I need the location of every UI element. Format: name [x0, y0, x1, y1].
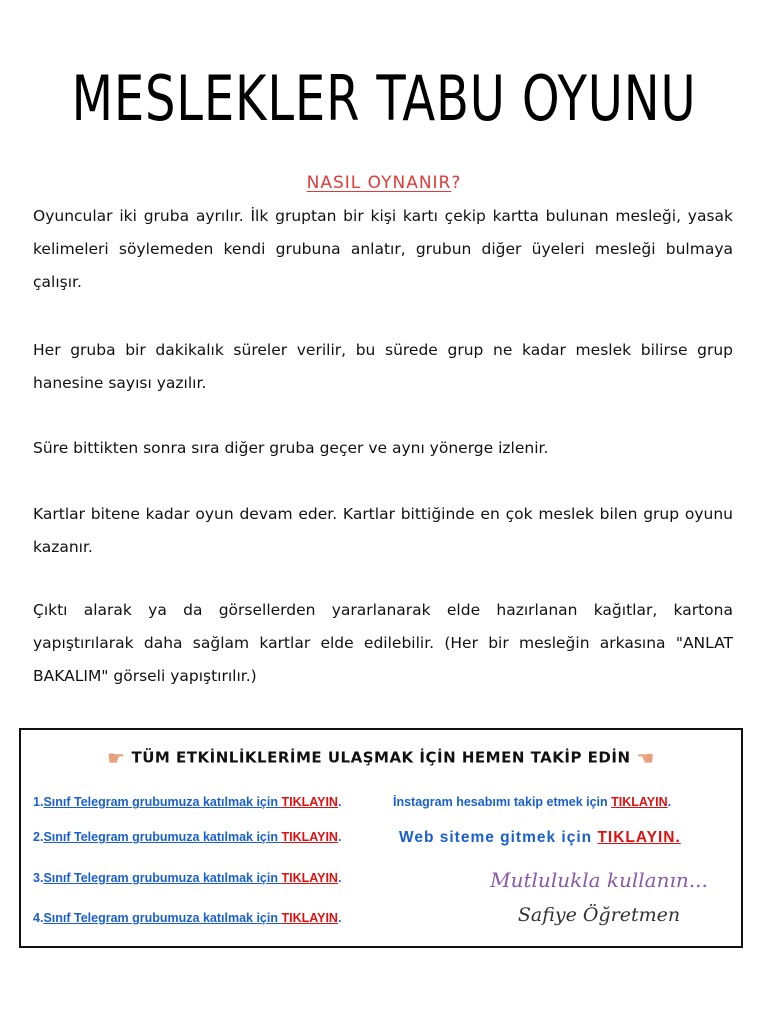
link-prefix: 4. — [33, 911, 44, 925]
tiklayin-link[interactable]: TIKLAYIN. — [597, 829, 681, 846]
pointing-hand-icon: ☛ — [107, 746, 126, 770]
how-to-play-suffix: ? — [451, 173, 462, 193]
rule-paragraph-2: Her gruba bir dakikalık süreler verilir, bu sürede grup ne kadar meslek bilirse grup hanesine sayısı yazılır. — [33, 341, 733, 392]
link-prefix: 3. — [33, 871, 44, 885]
follow-box — [19, 728, 743, 948]
instagram-link[interactable] — [393, 795, 671, 809]
how-to-play-heading — [0, 173, 768, 193]
link-text: Sınıf Telegram grubumuza katılmak için — [43, 830, 282, 844]
signature-greeting: Mutlulukla kullanın... — [490, 868, 708, 892]
tiklayin-link[interactable]: TIKLAYIN — [611, 795, 668, 809]
rule-paragraph-4: Kartlar bitene kadar oyun devam eder. Kartlar bittiğinde en çok meslek bilen grup oyunu kazanır. — [33, 505, 733, 556]
pointing-hand-icon: ☚ — [636, 746, 655, 770]
tiklayin-link[interactable]: TIKLAYIN — [281, 830, 338, 844]
tiklayin-link[interactable]: TIKLAYIN — [281, 871, 338, 885]
follow-heading — [21, 746, 741, 770]
tiklayin-link[interactable]: TIKLAYIN — [281, 911, 338, 925]
link-end: . — [337, 871, 342, 885]
telegram-link-1[interactable] — [33, 795, 341, 809]
rule-paragraph-3: Süre bittikten sonra sıra diğer gruba geçer ve aynı yönerge izlenir. — [33, 439, 549, 457]
website-link[interactable] — [399, 829, 681, 847]
telegram-link-2[interactable] — [33, 830, 341, 844]
telegram-link-3[interactable] — [33, 871, 341, 885]
telegram-link-4[interactable] — [33, 911, 341, 925]
rule-paragraph-5: Çıktı alarak ya da görsellerden yararlanarak elde hazırlanan kağıtlar, kartona yapıştırılarak daha sağlam kartlar elde edilebilir. (Her bir mesleğin arkasına "ANLAT BAKALIM" görseli yapıştırılır.) — [33, 601, 733, 685]
link-prefix: 2. — [33, 830, 44, 844]
website-link-text: Web siteme gitmek için — [399, 829, 598, 846]
link-end: . — [337, 795, 342, 809]
link-prefix: 1. — [33, 795, 44, 809]
page-title: MESLEKLER TABU OYUNU — [71, 62, 697, 135]
tiklayin-link[interactable]: TIKLAYIN — [281, 795, 338, 809]
link-text: Sınıf Telegram grubumuza katılmak için — [43, 911, 282, 925]
how-to-play-label: NASIL OYNANIR — [306, 173, 452, 193]
link-end: . — [337, 830, 342, 844]
link-text: Sınıf Telegram grubumuza katılmak için — [43, 871, 282, 885]
link-end: . — [337, 911, 342, 925]
instagram-link-text: İnstagram hesabımı takip etmek için — [393, 795, 612, 809]
link-end: . — [667, 795, 672, 809]
rule-paragraph-1: Oyuncular iki gruba ayrılır. İlk gruptan bir kişi kartı çekip kartta bulunan mesleği, yasak kelimeleri söylemeden kendi grubuna anlatır, grubun diğer üyeleri mesleği bulmaya çalışır. — [33, 207, 733, 291]
signature-name: Safiye Öğretmen — [517, 904, 681, 926]
link-text: Sınıf Telegram grubumuza katılmak için — [43, 795, 282, 809]
follow-heading-text: TÜM ETKİNLİKLERİME ULAŞMAK İÇİN HEMEN TAKİP EDİN — [131, 748, 631, 767]
